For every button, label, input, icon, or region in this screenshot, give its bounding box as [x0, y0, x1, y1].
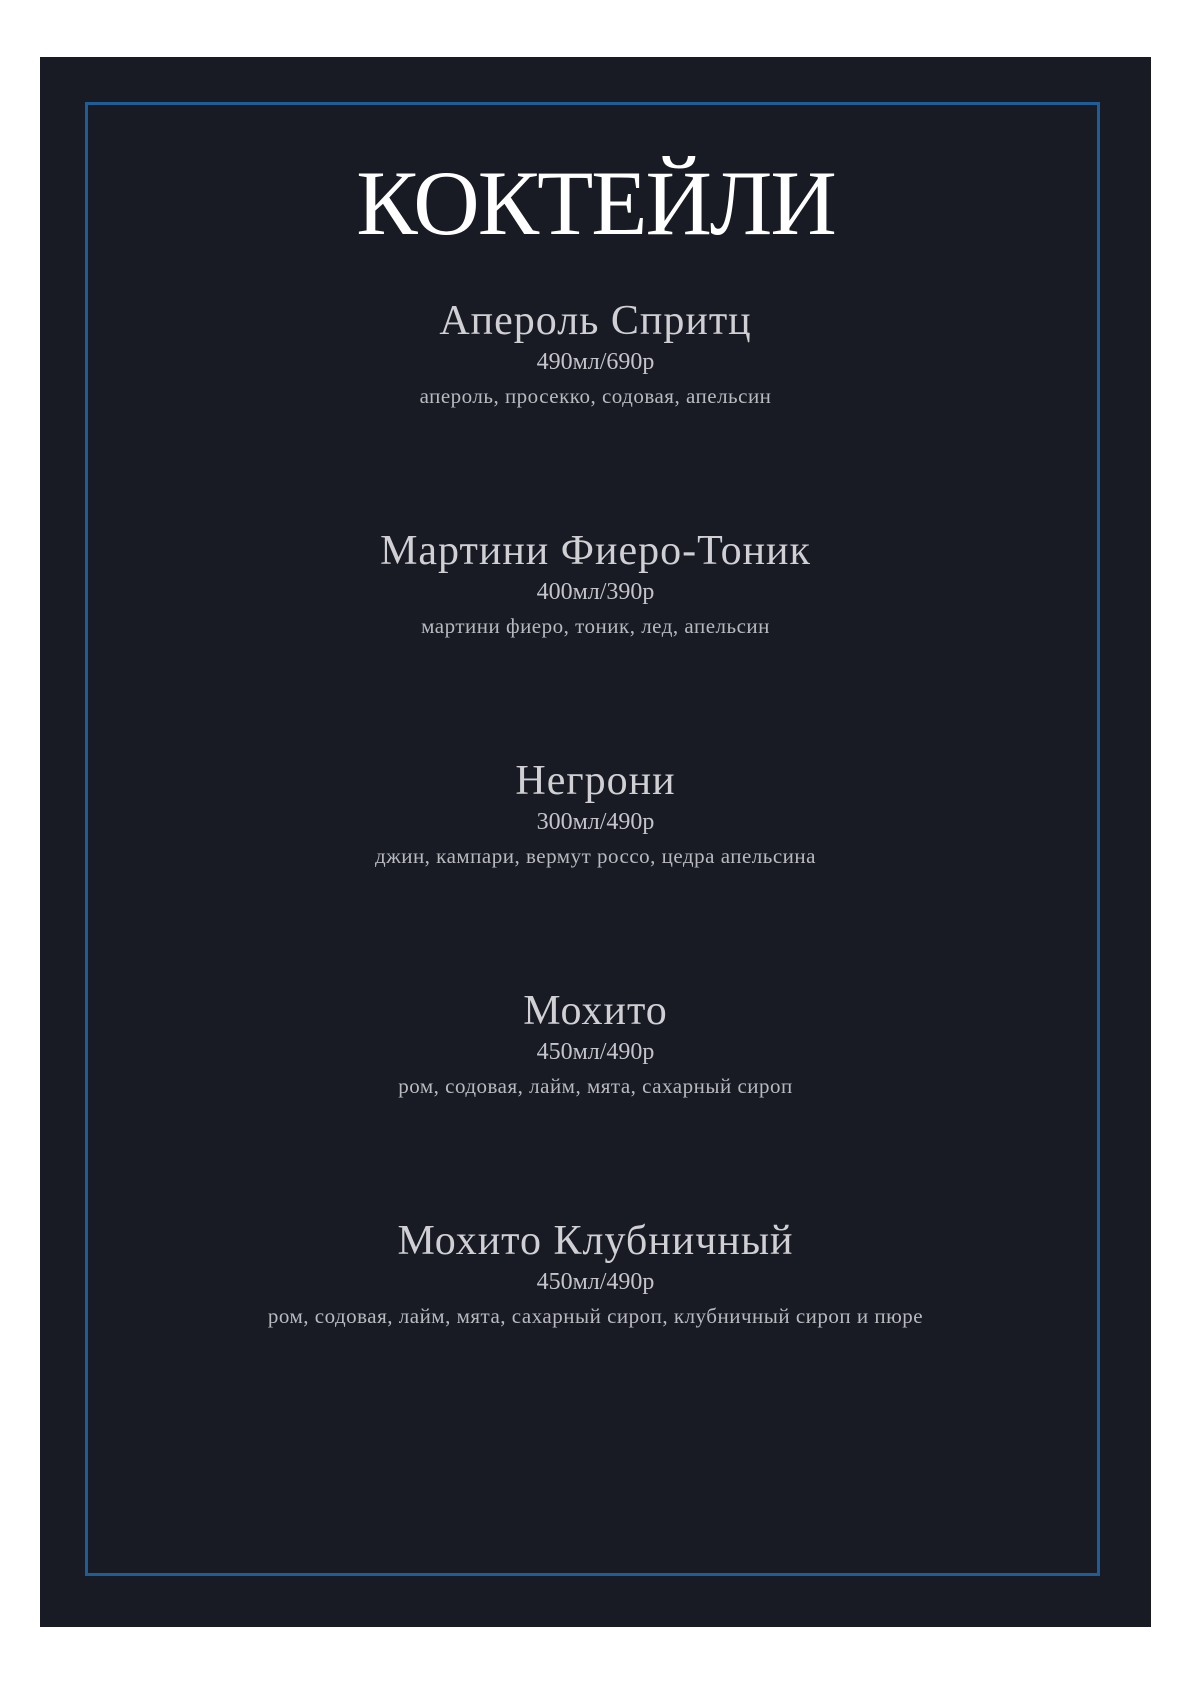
- menu-item-description: ром, содовая, лайм, мята, сахарный сироп: [398, 1074, 793, 1098]
- menu-item-description: мартини фиеро, тоник, лед, апельсин: [421, 614, 770, 638]
- menu-item-name: Мохито Клубничный: [397, 1218, 794, 1264]
- menu-item-description: ром, содовая, лайм, мята, сахарный сироп, клубничный сироп и пюре: [267, 1304, 924, 1328]
- menu-page: [40, 57, 1151, 1627]
- menu-item: [40, 527, 1151, 639]
- menu-item-price: 300мл/490р: [536, 809, 655, 835]
- menu-item-price: 490мл/690р: [536, 349, 655, 375]
- menu-item-name: Апероль Спритц: [439, 298, 752, 344]
- menu-item-price: 450мл/490р: [536, 1269, 655, 1295]
- menu-item: [40, 987, 1151, 1099]
- menu-item-name: Мартини Фиеро-Тоник: [380, 528, 811, 574]
- menu-item-name: Мохито: [523, 988, 668, 1034]
- menu-item-price: 450мл/490р: [536, 1039, 655, 1065]
- menu-item: [40, 297, 1151, 409]
- menu-item: [40, 757, 1151, 869]
- menu-item-description: джин, кампари, вермут россо, цедра апельсина: [375, 844, 816, 868]
- menu-item: [40, 1217, 1151, 1329]
- menu-title: КОКТЕЙЛИ: [356, 152, 835, 254]
- menu-item-price: 400мл/390р: [536, 579, 655, 605]
- menu-item-name: Негрони: [515, 758, 676, 804]
- menu-item-description: апероль, просекко, содовая, апельсин: [419, 384, 772, 408]
